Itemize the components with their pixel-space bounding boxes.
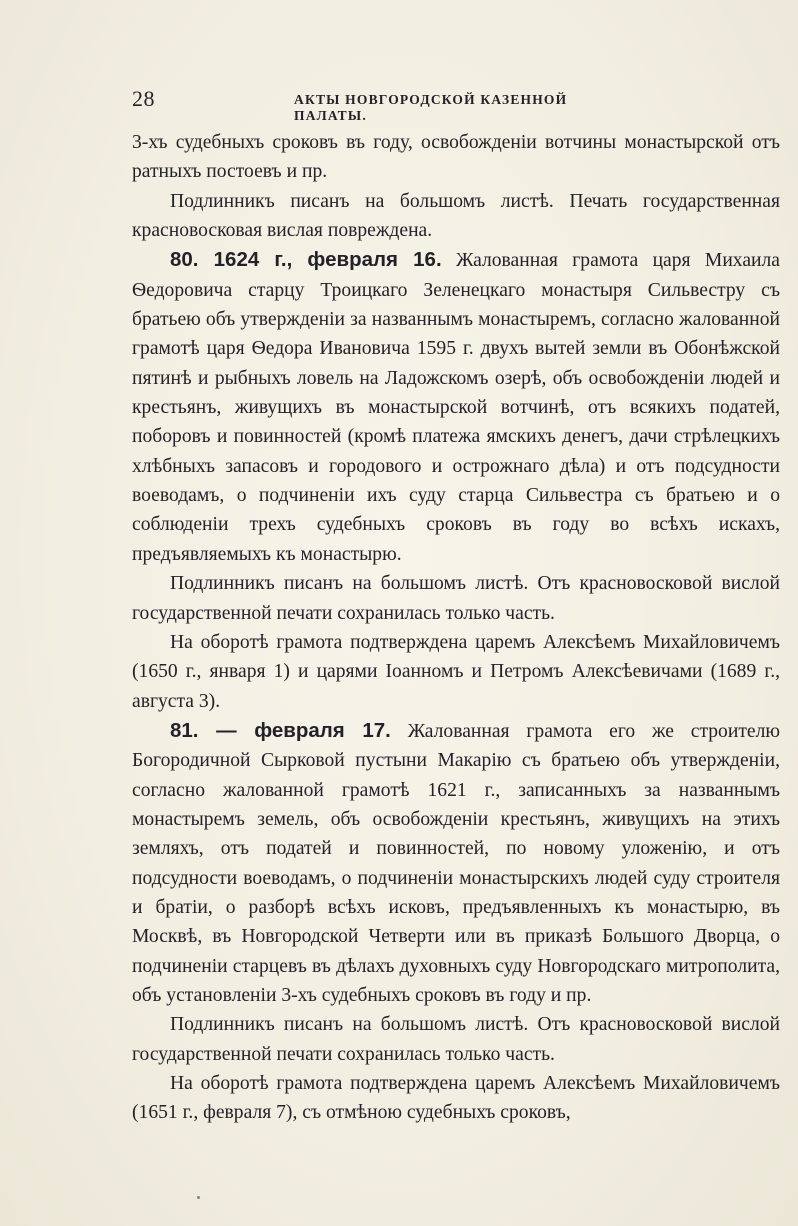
running-head: АКТЫ НОВГОРОДСКОЙ КАЗЕННОЙ ПАЛАТЫ. <box>294 92 568 123</box>
paragraph-reverse-note: На оборотѣ грамота подтверждена царемъ Алексѣемъ Михайловичемъ (1651 г., февраля 7), съ отмѣною судебныхъ сроковъ, <box>132 1073 780 1124</box>
page-number: 28 <box>132 86 155 111</box>
page-header <box>132 86 640 123</box>
entry-81-text: Жалованная грамота его же строителю Богородичной Сырковой пустыни Макарію съ братьею объ утвержденіи, согласно жалованной грамотѣ 1621 г., записанныхъ за названнымъ монастыремъ земель, объ освобожденіи крестьянъ, живущихъ на этихъ земляхъ, отъ податей и повинностей, по новому уложенію, и отъ подсудности воеводамъ, о подчиненіи монастырскихъ людей суду строителя и братіи, о разборѣ всѣхъ исковъ, предъявленныхъ къ монастырю, въ Москвѣ, въ Новгородской Четверти или въ приказѣ Большого Дворца, о подчиненіи старцевъ въ дѣлахъ духовныхъ суду Новгородскаго митрополита, объ установленіи 3-хъ судебныхъ сроковъ въ году и пр. <box>132 720 781 1006</box>
entry-80-text: Жалованная грамота царя Михаила Ѳедоровича старцу Троицкаго Зеленецкаго монастыря Сильвестру съ братьею объ утвержденіи за названнымъ монастыремъ, согласно жалованной грамотѣ царя Ѳедора Ивановича 1595 г. двухъ вытей земли въ Обонѣжской пятинѣ и рыбныхъ ловель на Ладожскомъ озерѣ, объ освобожденіи людей и крестьянъ, живущихъ въ монастырской вотчинѣ, отъ всякихъ податей, поборовъ и повинностей (кромѣ платежа ямскихъ денегъ, дачи стрѣлецкихъ хлѣбныхъ запасовъ и городового и острожнаго дѣла) и отъ подсудности воеводамъ, о подчиненіи ихъ суду старца Сильвестра съ братьею и о соблюденіи трехъ судебныхъ сроковъ въ году во всѣхъ искахъ, предъявляемыхъ къ монастырю. <box>132 250 781 565</box>
entry-81-heading: 81. — февраля 17. <box>170 718 391 742</box>
entry-80-heading: 80. 1624 г., февраля 16. <box>170 248 442 272</box>
body-text <box>132 128 780 1128</box>
paragraph-original-note: Подлинникъ писанъ на большомъ листѣ. Печать государственная красновосковая вислая повреждена. <box>132 190 780 242</box>
paragraph-original-note: Подлинникъ писанъ на большомъ листѣ. Отъ красновосковой вислой государственной печати сохранилась только часть. <box>132 573 780 624</box>
paragraph-reverse-note: На оборотѣ грамота подтверждена царемъ Алексѣемъ Михайловичемъ (1650 г., января 1) и царями Іоанномъ и Петромъ Алексѣевичами (1689 г., августа 3). <box>132 631 780 712</box>
entry-80 <box>132 245 780 569</box>
paragraph-original-note: Подлинникъ писанъ на большомъ листѣ. Отъ красновосковой вислой государственной печати сохранилась только часть. <box>132 1014 780 1065</box>
paper-speck <box>197 1196 200 1199</box>
entry-81 <box>132 716 780 1010</box>
paragraph-continued: 3-хъ судебныхъ сроковъ въ году, освобожденіи вотчины монастырской отъ ратныхъ постоевъ и пр. <box>132 132 780 183</box>
